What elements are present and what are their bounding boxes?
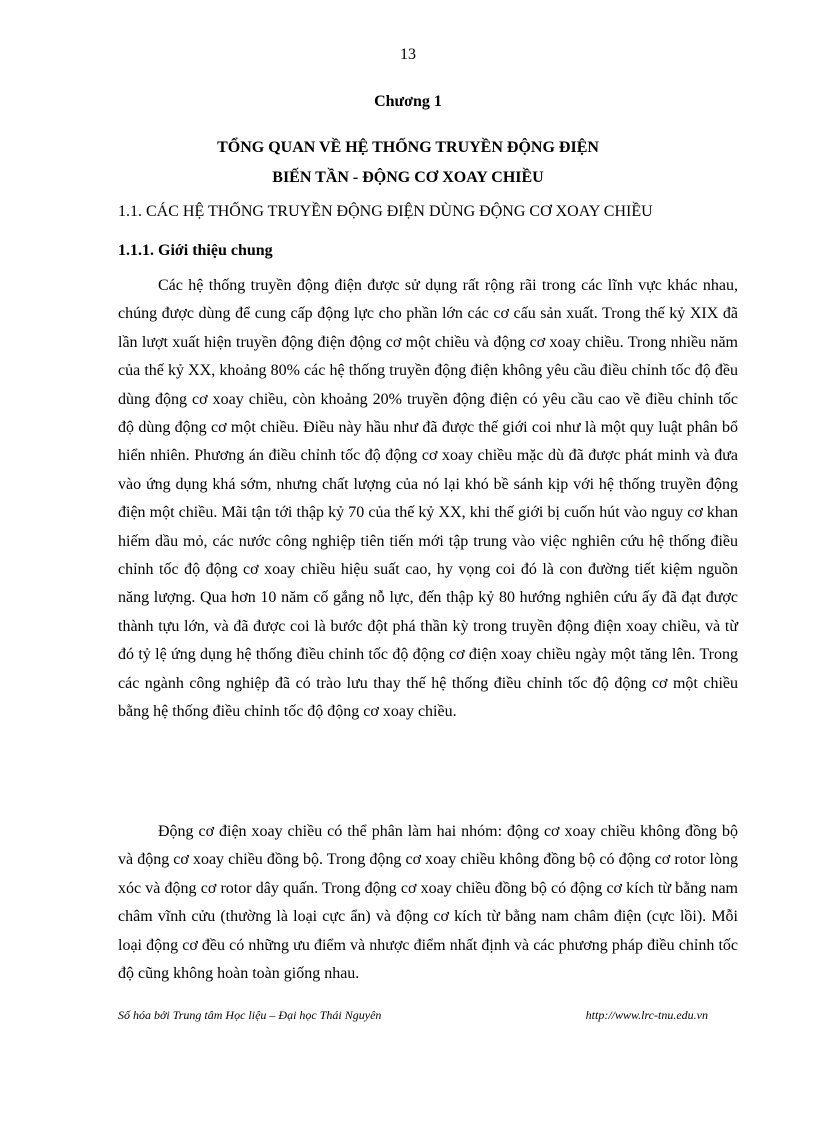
footer-url: http://www.lrc-tnu.edu.vn	[585, 1008, 708, 1022]
chapter-label: Chương 1	[374, 93, 442, 110]
body-paragraph: Các hệ thống truyền động điện được sử dụng rất rộng rãi trong các lĩnh vực khác nhau, chúng được dùng để cung cấp động lực cho phần lớn các cơ cấu sản xuất. Trong thế kỷ XIX đã lần lượt xuất hiện truyền động điện động cơ một chiều và động cơ xoay chiều. Trong nhiều năm của thế kỷ XX, khoảng 80% các hệ thống truyền động điện không yêu cầu điều chỉnh tốc độ đều dùng động cơ xoay chiều, còn khoảng 20% truyền động điện có yêu cầu cao về điều chỉnh tốc độ dùng động cơ một chiều. Điều này hầu như đã được thế giới coi như là một quy luật phân bổ hiển nhiên. Phương án điều chỉnh tốc độ động cơ xoay chiều mặc dù đã được phát minh và đưa vào ứng dụng khá sớm, nhưng chất lượng của nó lại khó bề sánh kịp với hệ thống truyền động điện một chiều. Mãi tận tới thập kỷ 70 của thế kỷ XX, khi thế giới bị cuốn hút vào nguy cơ khan hiếm dầu mỏ, các nước công nghiệp tiên tiến mới tập trung vào việc nghiên cứu hệ thống điều chỉnh tốc độ động cơ xoay chiều hiệu suất cao, hy vọng coi đó là con đường tiết kiệm nguồn năng lượng. Qua hơn 10 năm cố gắng nỗ lực, đến thập kỷ 80 hướng nghiên cứu ấy đã đạt được thành tựu lớn, và đã được coi là bước đột phá thần kỳ trong truyền động điện xoay chiều, và từ đó tỷ lệ ứng dụng hệ thống điều chỉnh tốc độ động cơ điện xoay chiều ngày một tăng lên. Trong các ngành công nghiệp đã có trào lưu thay thế hệ thống điều chỉnh tốc độ động cơ một chiều bằng hệ thống điều chỉnh tốc độ động cơ xoay chiều.	[118, 277, 738, 721]
chapter-title-line-1: TỔNG QUAN VỀ HỆ THỐNG TRUYỀN ĐỘNG ĐIỆN	[217, 139, 599, 156]
body-paragraph: Động cơ điện xoay chiều có thể phân làm hai nhóm: động cơ xoay chiều không đồng bộ và động cơ xoay chiều đồng bộ. Trong động cơ xoay chiều không đồng bộ có động cơ rotor lòng xóc và động cơ rotor dây quấn. Trong động cơ xoay chiều đồng bộ có động cơ kích từ bằng nam châm vĩnh cửu (thường là loại cực ẩn) và động cơ kích từ bằng nam châm điện (cực lồi). Mỗi loại động cơ đều có những ưu điểm và nhược điểm nhất định và các phương pháp điều chỉnh tốc độ cũng không hoàn toàn giống nhau.	[118, 823, 738, 983]
footer-source: Số hóa bởi Trung tâm Học liệu – Đại học Thái Nguyên	[118, 1008, 382, 1022]
chapter-title-line-2: BIẾN TẦN - ĐỘNG CƠ XOAY CHIỀU	[272, 169, 544, 186]
section-heading: 1.1. CÁC HỆ THỐNG TRUYỀN ĐỘNG ĐIỆN DÙNG ĐỘNG CƠ XOAY CHIỀU	[118, 203, 653, 220]
chapter-title	[0, 133, 816, 193]
subsection-heading: 1.1.1. Giới thiệu chung	[118, 242, 273, 259]
page-number: 13	[400, 46, 416, 63]
